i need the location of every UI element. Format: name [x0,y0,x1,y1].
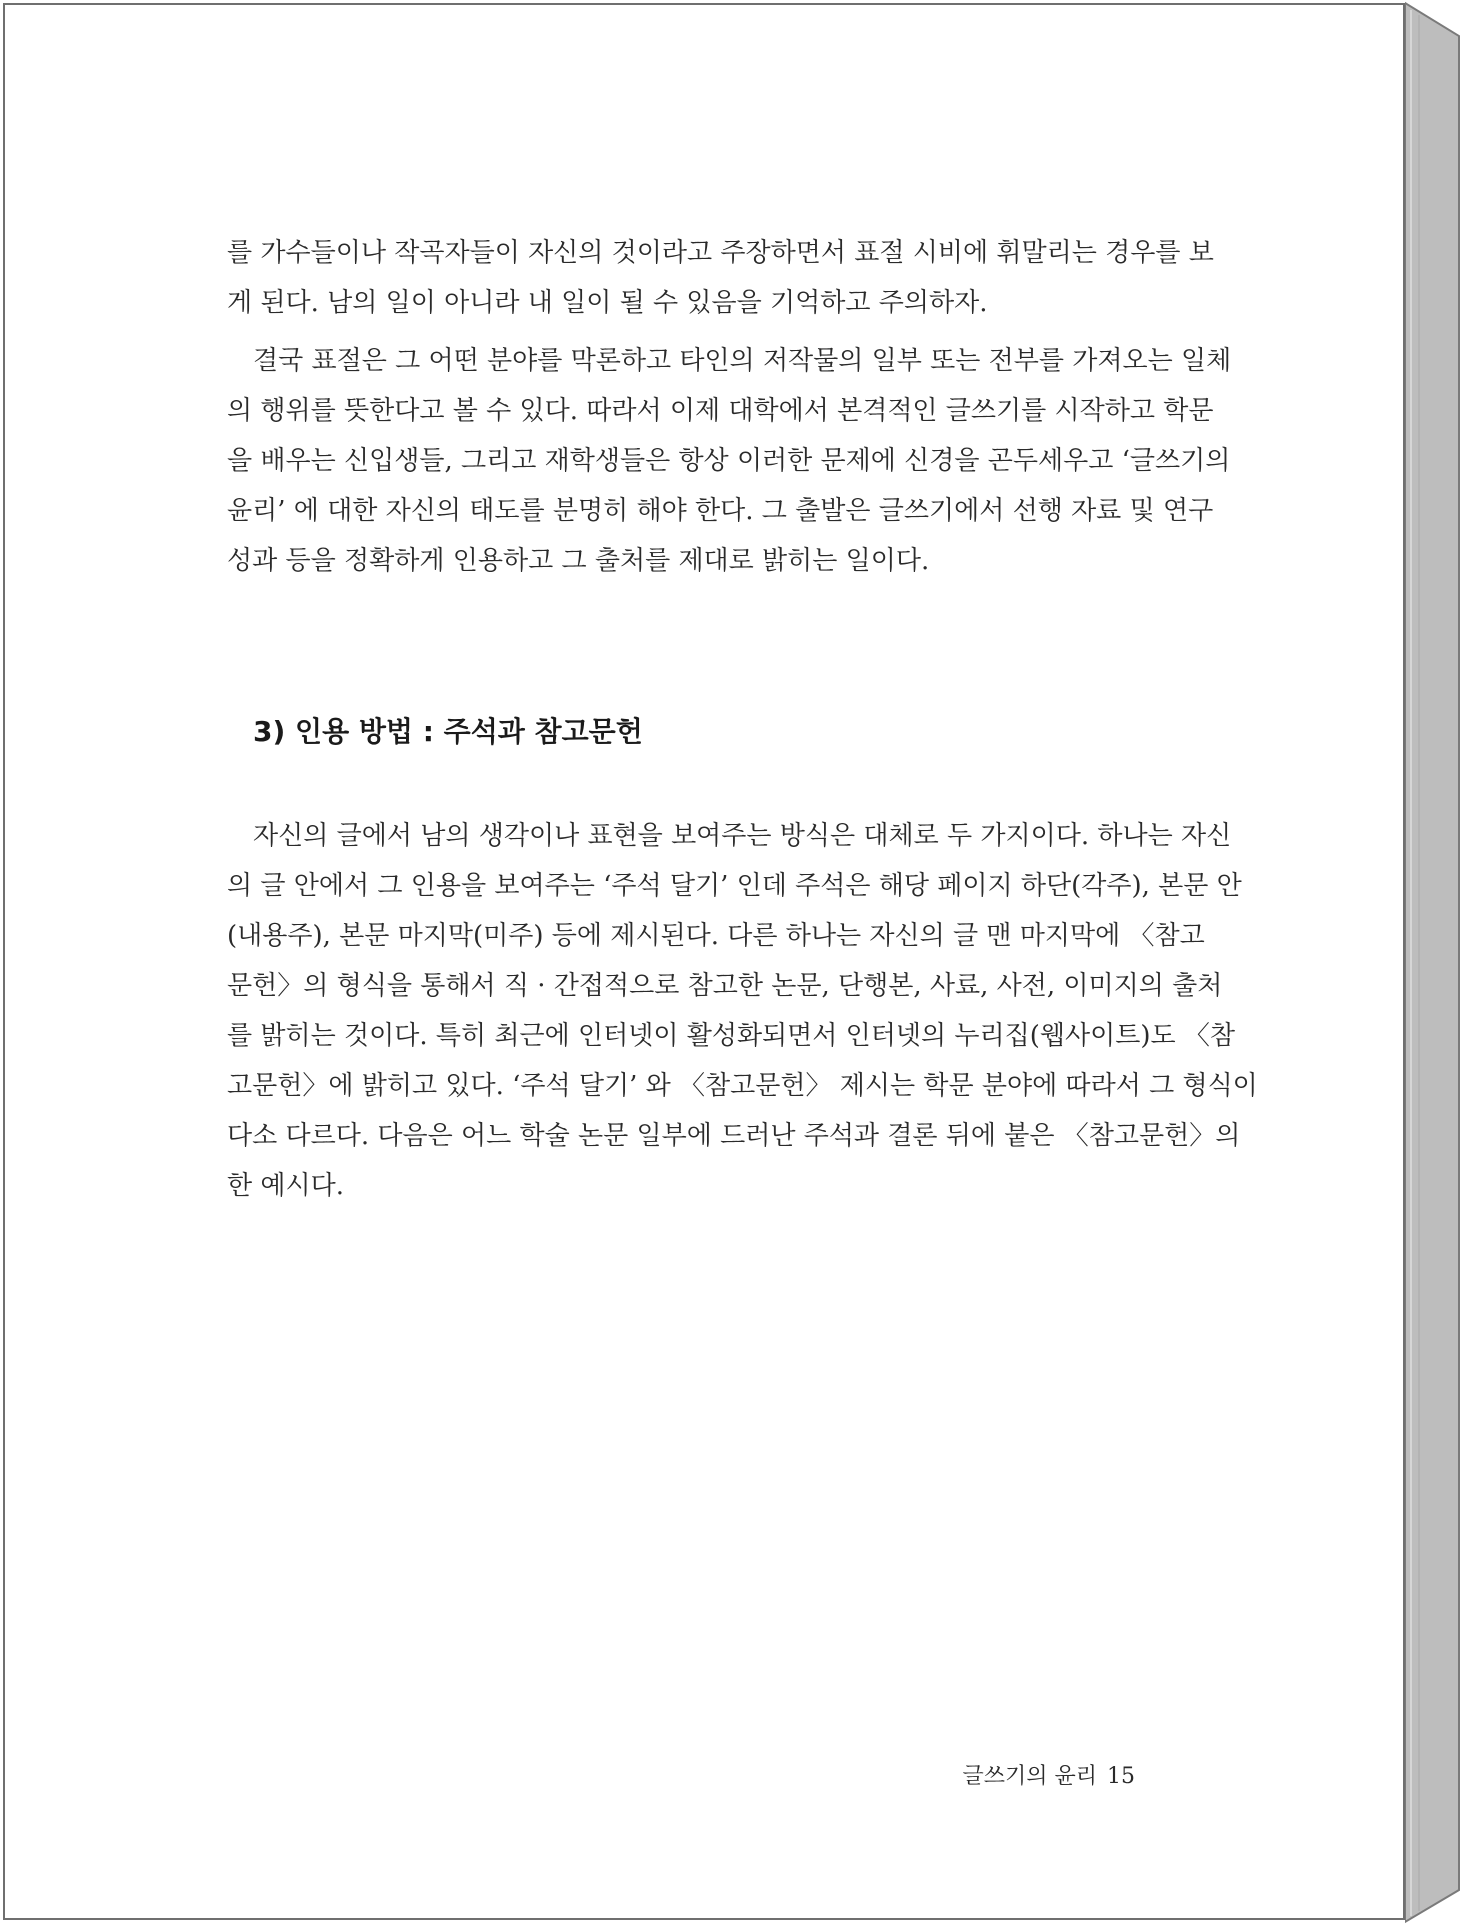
paragraph-line: 게 된다. 남의 일이 아니라 내 일이 될 수 있음을 기억하고 주의하자. [227,288,988,318]
page-number: 15 [1107,1764,1135,1789]
page-footer [962,1759,1135,1790]
paragraph-line: 를 가수들이나 작곡자들이 자신의 것이라고 주장하면서 표절 시비에 휘말리는 경우를 보 [227,238,1214,268]
paragraph-line: 의 글 안에서 그 인용을 보여주는 ‘주석 달기’ 인데 주석은 해당 페이지 하단(각주), 본문 안 [227,871,1242,901]
document-page [3,3,1405,1920]
paragraph-line: 을 배우는 신입생들, 그리고 재학생들은 항상 이러한 문제에 신경을 곤두세우고 ‘글쓰기의 [227,446,1231,476]
paragraph-line: 성과 등을 정확하게 인용하고 그 출처를 제대로 밝히는 일이다. [227,546,930,576]
paragraph-line: 결국 표절은 그 어떤 분야를 막론하고 타인의 저작물의 일부 또는 전부를 가져오는 일체 [253,346,1232,376]
paragraph-plagiarism [227,336,1232,586]
paragraph-line: 다소 다르다. 다음은 어느 학술 논문 일부에 드러난 주석과 결론 뒤에 붙은 〈참고문헌〉의 [227,1121,1241,1151]
page-stack-edge [1405,0,1464,1926]
paragraph-line: 윤리’ 에 대한 자신의 태도를 분명히 해야 한다. 그 출발은 글쓰기에서 선행 자료 및 연구 [227,496,1214,526]
paragraph-line: 자신의 글에서 남의 생각이나 표현을 보여주는 방식은 대체로 두 가지이다. 하나는 자신 [253,821,1232,851]
paragraph-line: 의 행위를 뜻한다고 볼 수 있다. 따라서 이제 대학에서 본격적인 글쓰기를 시작하고 학문 [227,396,1214,426]
paragraph-line: 고문헌〉에 밝히고 있다. ‘주석 달기’ 와 〈참고문헌〉 제시는 학문 분야에 따라서 그 형식이 [227,1071,1258,1101]
paragraph-line: 를 밝히는 것이다. 특히 최근에 인터넷이 활성화되면서 인터넷의 누리집(웹사이트)도 〈참 [227,1021,1235,1051]
paragraph-line: 문헌〉의 형식을 통해서 직 · 간접적으로 참고한 논문, 단행본, 사료, 사전, 이미지의 출처 [227,971,1223,1001]
section-heading: 3) 인용 방법 : 주석과 참고문헌 [253,715,643,748]
paragraph-line: (내용주), 본문 마지막(미주) 등에 제시된다. 다른 하나는 자신의 글 맨 마지막에 〈참고 [227,921,1205,951]
paragraph-continued [227,228,1214,328]
paragraph-citation-methods [227,811,1258,1211]
running-title: 글쓰기의 윤리 [962,1764,1097,1789]
paragraph-line: 한 예시다. [227,1171,344,1201]
